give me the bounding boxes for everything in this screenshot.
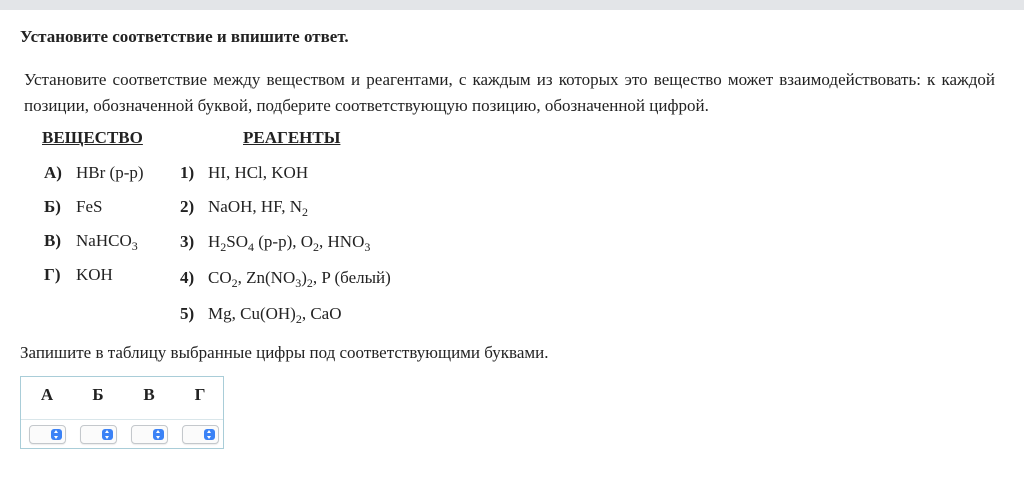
substance-item-b bbox=[44, 197, 102, 217]
select-arrows-icon bbox=[102, 429, 113, 440]
reagent-key: 1) bbox=[180, 163, 195, 182]
select-arrows-icon bbox=[204, 429, 215, 440]
reagent-text: ) bbox=[301, 268, 307, 287]
answer-header-a: А bbox=[40, 385, 54, 404]
reagent-item-1 bbox=[180, 163, 308, 183]
substance-key: Г) bbox=[44, 265, 61, 284]
reagent-text: (р-р), O bbox=[254, 232, 314, 251]
answer-header-g: Г bbox=[194, 385, 206, 404]
answer-select-b[interactable] bbox=[80, 425, 117, 444]
task-prompt: Установите соответствие между веществом и реагентами, с каждым из которых это вещество может взаимодействовать: к каждой позиции, обозначенной буквой, подберите соответствующую позицию, обозначенной цифрой. bbox=[24, 70, 995, 115]
reagent-item-3 bbox=[180, 232, 370, 252]
subscript: 2 bbox=[306, 276, 313, 290]
substance-text: KOH bbox=[76, 265, 113, 284]
answer-select-a[interactable] bbox=[29, 425, 66, 444]
subscript: 2 bbox=[295, 312, 302, 326]
task-title: Установите соответствие и впишите ответ. bbox=[20, 27, 349, 46]
reagent-text: CO bbox=[208, 268, 232, 287]
substance-text: NaHCO bbox=[76, 231, 132, 250]
top-bar bbox=[0, 0, 1024, 10]
substance-item-a bbox=[44, 163, 144, 183]
answer-table bbox=[20, 376, 224, 449]
substance-key: Б) bbox=[44, 197, 61, 216]
reagent-item-2 bbox=[180, 197, 308, 217]
substance-key: А) bbox=[44, 163, 62, 182]
reagent-text: , P (белый) bbox=[312, 268, 391, 287]
substance-item-v bbox=[44, 231, 138, 251]
subscript: 2 bbox=[220, 240, 227, 254]
answer-row bbox=[21, 419, 223, 450]
reagent-key: 2) bbox=[180, 197, 195, 216]
reagent-text: H bbox=[208, 232, 221, 251]
reagent-text: NaOH, HF, N bbox=[208, 197, 303, 216]
answer-instruction: Запишите в таблицу выбранные цифры под соответствующими буквами. bbox=[20, 343, 549, 362]
subscript: 2 bbox=[302, 205, 309, 219]
reagent-key: 3) bbox=[180, 232, 195, 251]
select-arrows-icon bbox=[51, 429, 62, 440]
reagent-item-4 bbox=[180, 268, 391, 288]
reagent-key: 5) bbox=[180, 304, 195, 323]
subscript: 2 bbox=[313, 240, 320, 254]
answer-select-g[interactable] bbox=[182, 425, 219, 444]
answer-header-b: Б bbox=[92, 385, 104, 404]
subscript: 3 bbox=[364, 240, 371, 254]
substance-text: FeS bbox=[76, 197, 103, 216]
reagent-text: HI, HCl, KOH bbox=[208, 163, 309, 182]
reagent-item-5 bbox=[180, 304, 342, 324]
answer-select-v[interactable] bbox=[131, 425, 168, 444]
reagent-text: SO bbox=[226, 232, 249, 251]
reagent-text: Mg, Cu(OH) bbox=[208, 304, 296, 323]
subscript: 4 bbox=[248, 240, 255, 254]
reagent-text: , HNO bbox=[319, 232, 365, 251]
reagent-text: , CaO bbox=[301, 304, 342, 323]
select-arrows-icon bbox=[153, 429, 164, 440]
answer-header-v: В bbox=[143, 385, 155, 404]
subscript: 3 bbox=[131, 239, 138, 253]
reagent-text: , Zn(NO bbox=[237, 268, 296, 287]
reagent-key: 4) bbox=[180, 268, 195, 287]
substance-item-g bbox=[44, 265, 113, 285]
subscript: 2 bbox=[231, 276, 238, 290]
substance-text: HBr (р-р) bbox=[76, 163, 144, 182]
subscript: 3 bbox=[295, 276, 302, 290]
reagents-header: РЕАГЕНТЫ bbox=[243, 128, 341, 147]
substance-key: В) bbox=[44, 231, 61, 250]
substance-header: ВЕЩЕСТВО bbox=[42, 128, 143, 147]
